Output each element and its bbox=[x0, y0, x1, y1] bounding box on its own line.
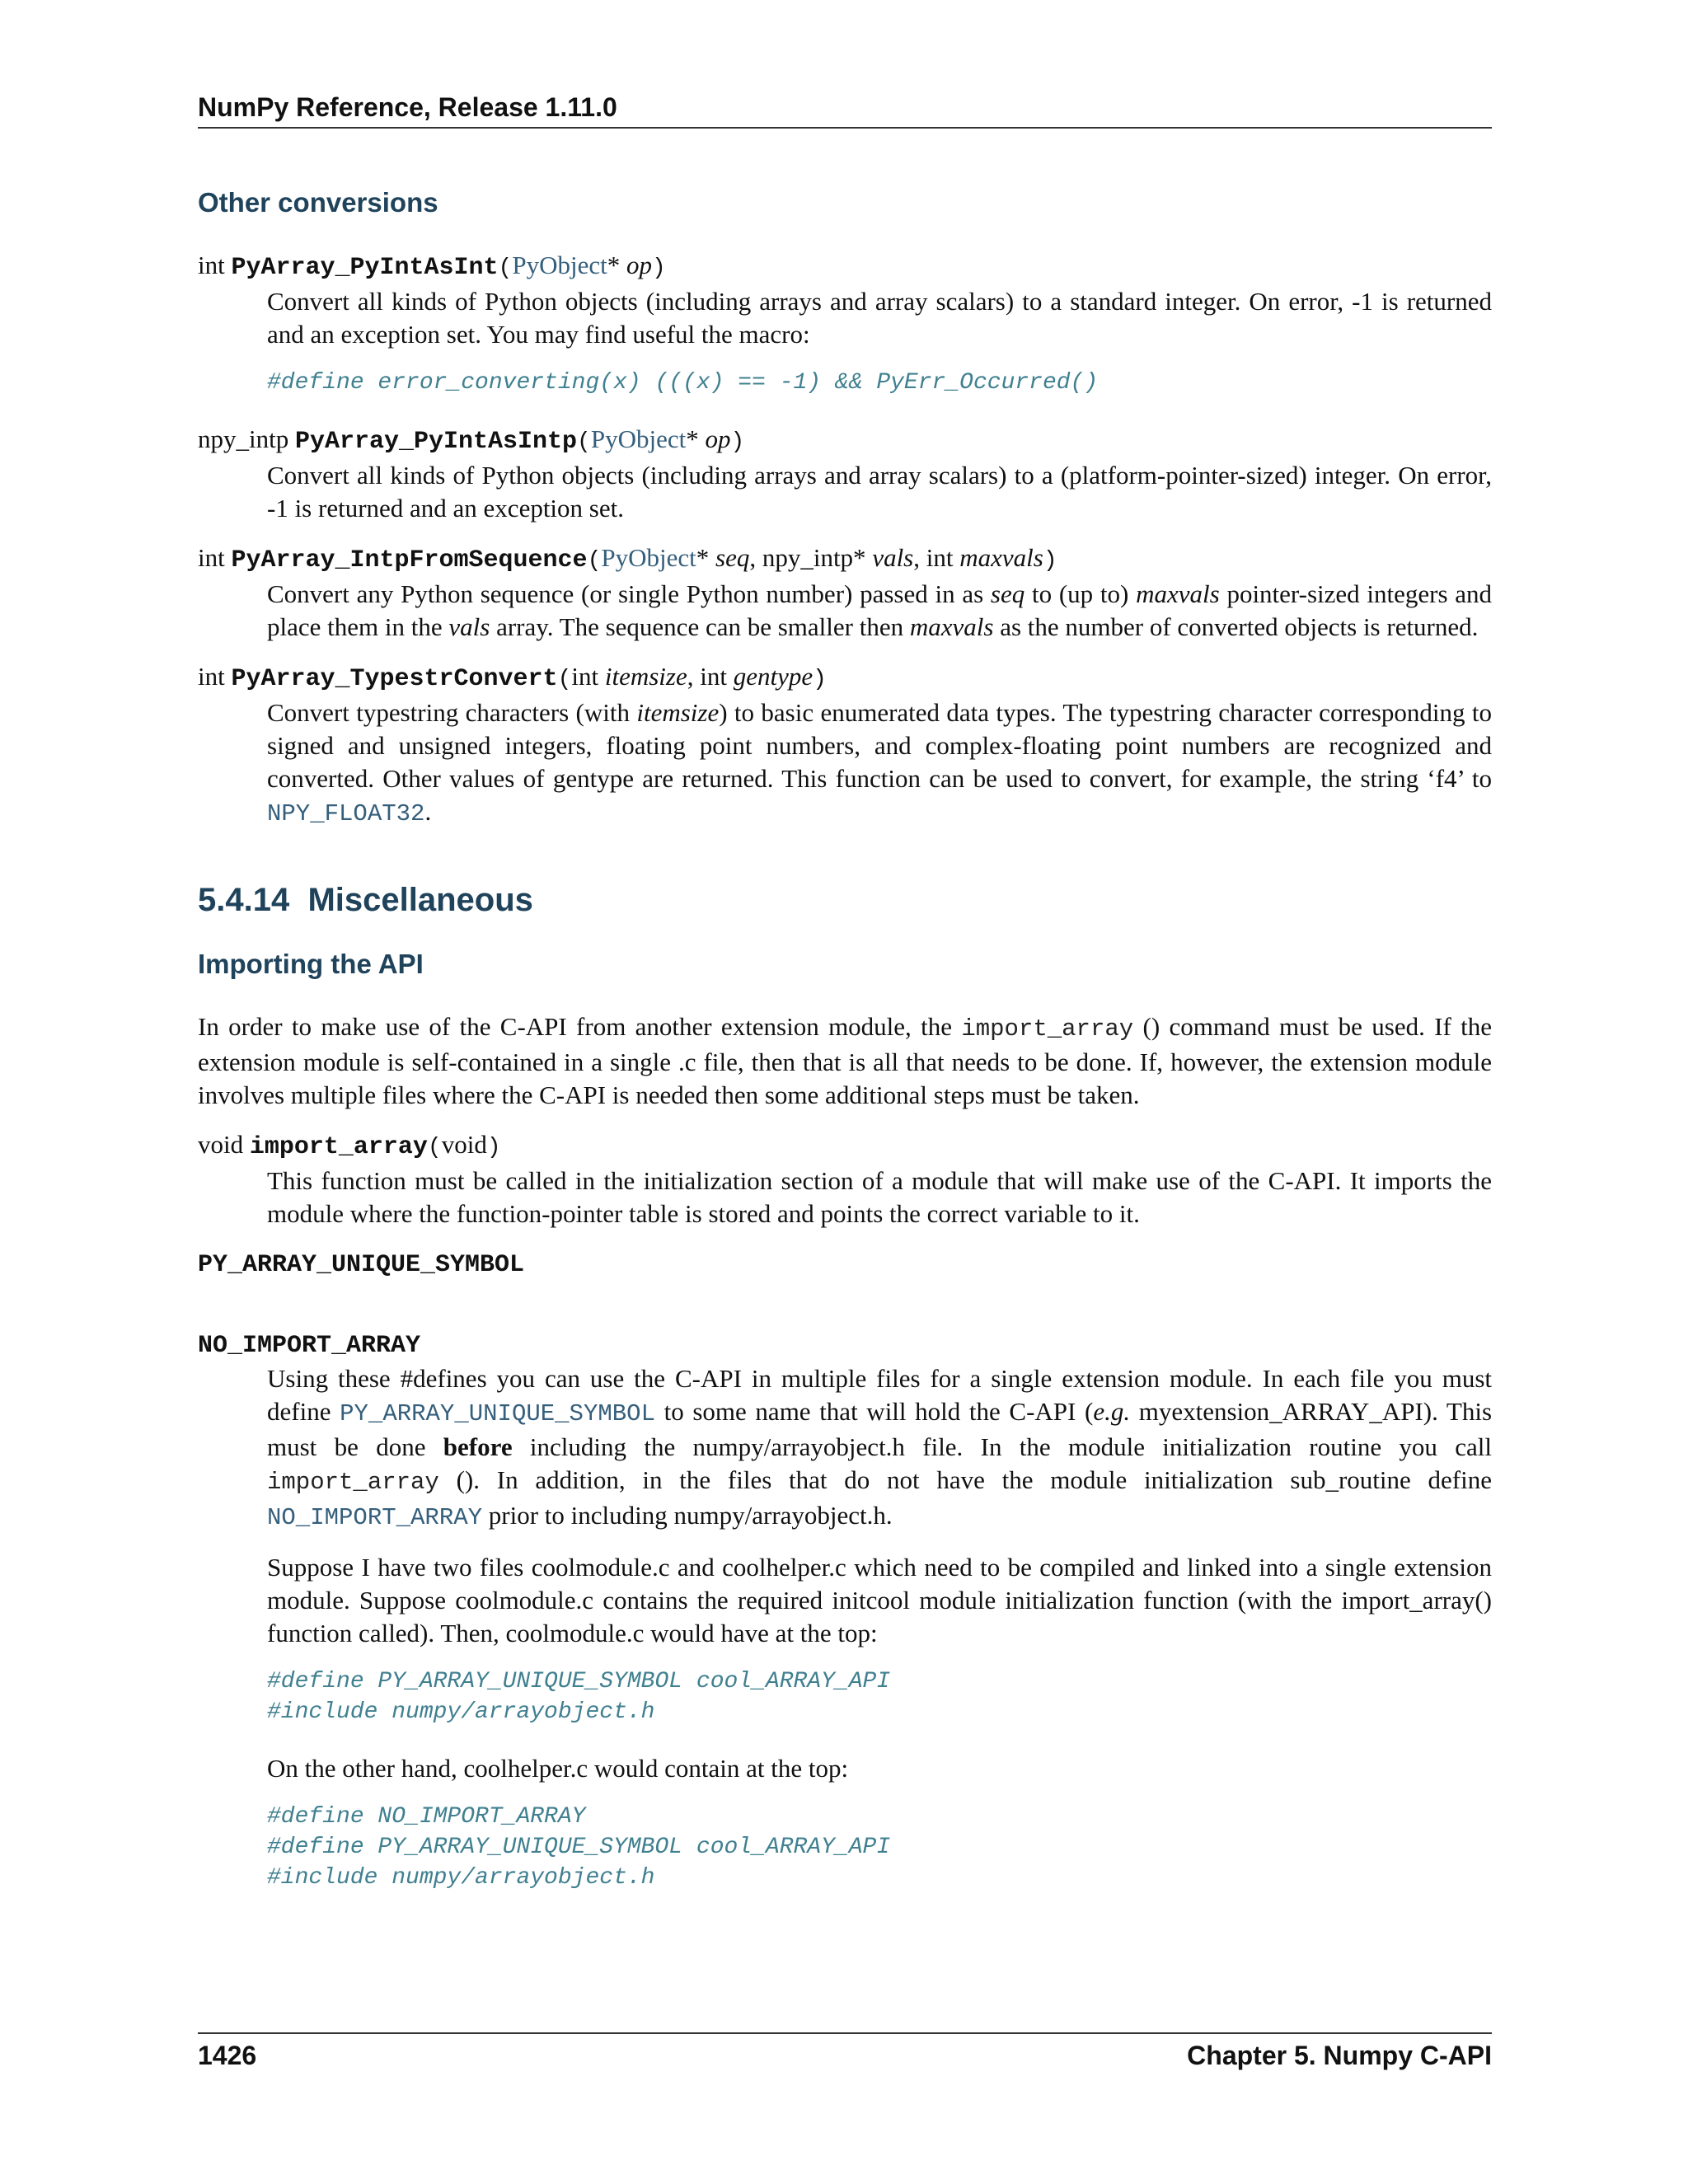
description-pyarray-pyintasint: Convert all kinds of Python objects (including arrays and array scalars) to a standard integer. On error, -1 is returned and an exception set. You may find useful the macro: #define error_converting(x) (((x) == -1) && PyErr_Occurred() bbox=[267, 285, 1492, 398]
pyobject-link[interactable]: PyObject bbox=[512, 251, 607, 279]
other-hand-paragraph: On the other hand, coolhelper.c would contain at the top: bbox=[267, 1754, 849, 1783]
page-content bbox=[198, 91, 1492, 1918]
function-name: PyArray_IntpFromSequence bbox=[231, 546, 588, 574]
heading-miscellaneous: 5.4.14 Miscellaneous bbox=[198, 882, 533, 918]
no-import-array-link[interactable]: NO_IMPORT_ARRAY bbox=[267, 1504, 483, 1531]
function-name: PyArray_PyIntAsIntp bbox=[294, 428, 578, 456]
signature-pyarray-intpfromsequence: int PyArray_IntpFromSequence(PyObject* seq, npy_intp* vals, int maxvals) bbox=[198, 543, 1057, 574]
function-name: import_array bbox=[249, 1133, 428, 1161]
import-intro-paragraph: In order to make use of the C-API from another extension module, the import_array () command must be used. If the extension module is self-contained in a single .c file, then that is all that needs to be done. If, however, the extension module involves multiple files where the C-API is needed then some additional steps must be taken. bbox=[198, 1012, 1492, 1109]
code-block-coolhelper: #define NO_IMPORT_ARRAY #define PY_ARRAY_UNIQUE_SYMBOL cool_ARRAY_API #include numpy/arrayobject.h bbox=[267, 1804, 891, 1891]
description-pyarray-typestrconvert: Convert typestring characters (with itemsize) to basic enumerated data types. The typestring character corresponding to signed and unsigned integers, floating point numbers, and complex-floating point numbers are recognized and converted. Other values of gentype are returned. This function can be used to convert, for example, the string ‘f4’ to NPY_FLOAT32. bbox=[267, 698, 1492, 827]
pyobject-link[interactable]: PyObject bbox=[601, 543, 696, 572]
description-import-array: This function must be called in the initialization section of a module that will make use of the C-API. It imports the module where the function-pointer table is stored and points the correct variable to it. bbox=[267, 1166, 1492, 1228]
npy-float32-link[interactable]: NPY_FLOAT32 bbox=[267, 800, 425, 827]
symbol-no-import-array: NO_IMPORT_ARRAY bbox=[198, 1332, 421, 1360]
page-footer bbox=[198, 2032, 1492, 2072]
pyobject-link[interactable]: PyObject bbox=[590, 424, 687, 453]
function-name: PyArray_PyIntAsInt bbox=[231, 254, 499, 282]
code-block-coolmodule: #define PY_ARRAY_UNIQUE_SYMBOL cool_ARRAY_API #include numpy/arrayobject.h bbox=[267, 1669, 891, 1725]
description-pyarray-intpfromsequence: Convert any Python sequence (or single Python number) passed in as seq to (up to) maxvals pointer-sized integers and place them in the vals array. The sequence can be smaller then maxvals as the number of converted objects is returned. bbox=[267, 579, 1493, 641]
signature-pyarray-typestrconvert: int PyArray_TypestrConvert(int itemsize, int gentype) bbox=[198, 662, 827, 693]
heading-other-conversions: Other conversions bbox=[198, 187, 438, 218]
signature-import-array: void import_array(void) bbox=[198, 1130, 501, 1161]
page-number: 1426 bbox=[198, 2041, 257, 2070]
description-defines: Using these #defines you can use the C-API in multiple files for a single extension module. In each file you must define PY_ARRAY_UNIQUE_SYMBOL to some name that will hold the C-API (e.g. myextension_ARRAY_API). This must be done before including the numpy/arrayobject.h file. In the module initialization routine you call import_array (). In addition, in the files that do not have the module initialization sub_routine define NO_IMPORT_ARRAY prior to including numpy/arrayobject.h. Suppose I have two files coolmodule.c and coolhelper.c which need to be compiled and linked into a single extension module. Suppose coolmodule.c contains the required initcool module initialization function (with the import_array() function called). Then, coolmodule.c would have at the top: #define PY_ARRAY_UNIQUE_SYMBOL cool_ARRAY_API #include numpy/arrayobject.h On the other hand, coolhelper.c would contain at the top: #define NO_IMPORT_ARRAY #define PY_ARRAY_UNIQUE_SYMBOL cool_ARRAY_API #include numpy/arrayobject.h bbox=[267, 1362, 1492, 1893]
running-header: NumPy Reference, Release 1.11.0 bbox=[198, 91, 1492, 129]
heading-importing-the-api: Importing the API bbox=[198, 949, 424, 979]
py-array-unique-symbol-link[interactable]: PY_ARRAY_UNIQUE_SYMBOL bbox=[340, 1400, 655, 1427]
symbol-py-array-unique-symbol: PY_ARRAY_UNIQUE_SYMBOL bbox=[198, 1251, 525, 1279]
signature-pyarray-pyintasint: int PyArray_PyIntAsInt(PyObject* op) bbox=[198, 251, 666, 282]
signature-pyarray-pyintasintp: npy_intp PyArray_PyIntAsIntp(PyObject* op) bbox=[198, 424, 745, 456]
function-name: PyArray_TypestrConvert bbox=[231, 665, 558, 693]
code-block-error-converting: #define error_converting(x) (((x) == -1) && PyErr_Occurred() bbox=[267, 370, 1099, 396]
description-pyarray-pyintasintp: Convert all kinds of Python objects (including arrays and array scalars) to a (platform-pointer-sized) integer. On error, -1 is returned and an exception set. bbox=[267, 461, 1492, 523]
chapter-title: Chapter 5. Numpy C-API bbox=[1187, 2041, 1492, 2070]
suppose-paragraph: Suppose I have two files coolmodule.c and coolhelper.c which need to be compiled and linked into a single extension module. Suppose coolmodule.c contains the required initcool module initialization function (with the import_array() function called). Then, coolmodule.c would have at the top: bbox=[267, 1553, 1492, 1647]
